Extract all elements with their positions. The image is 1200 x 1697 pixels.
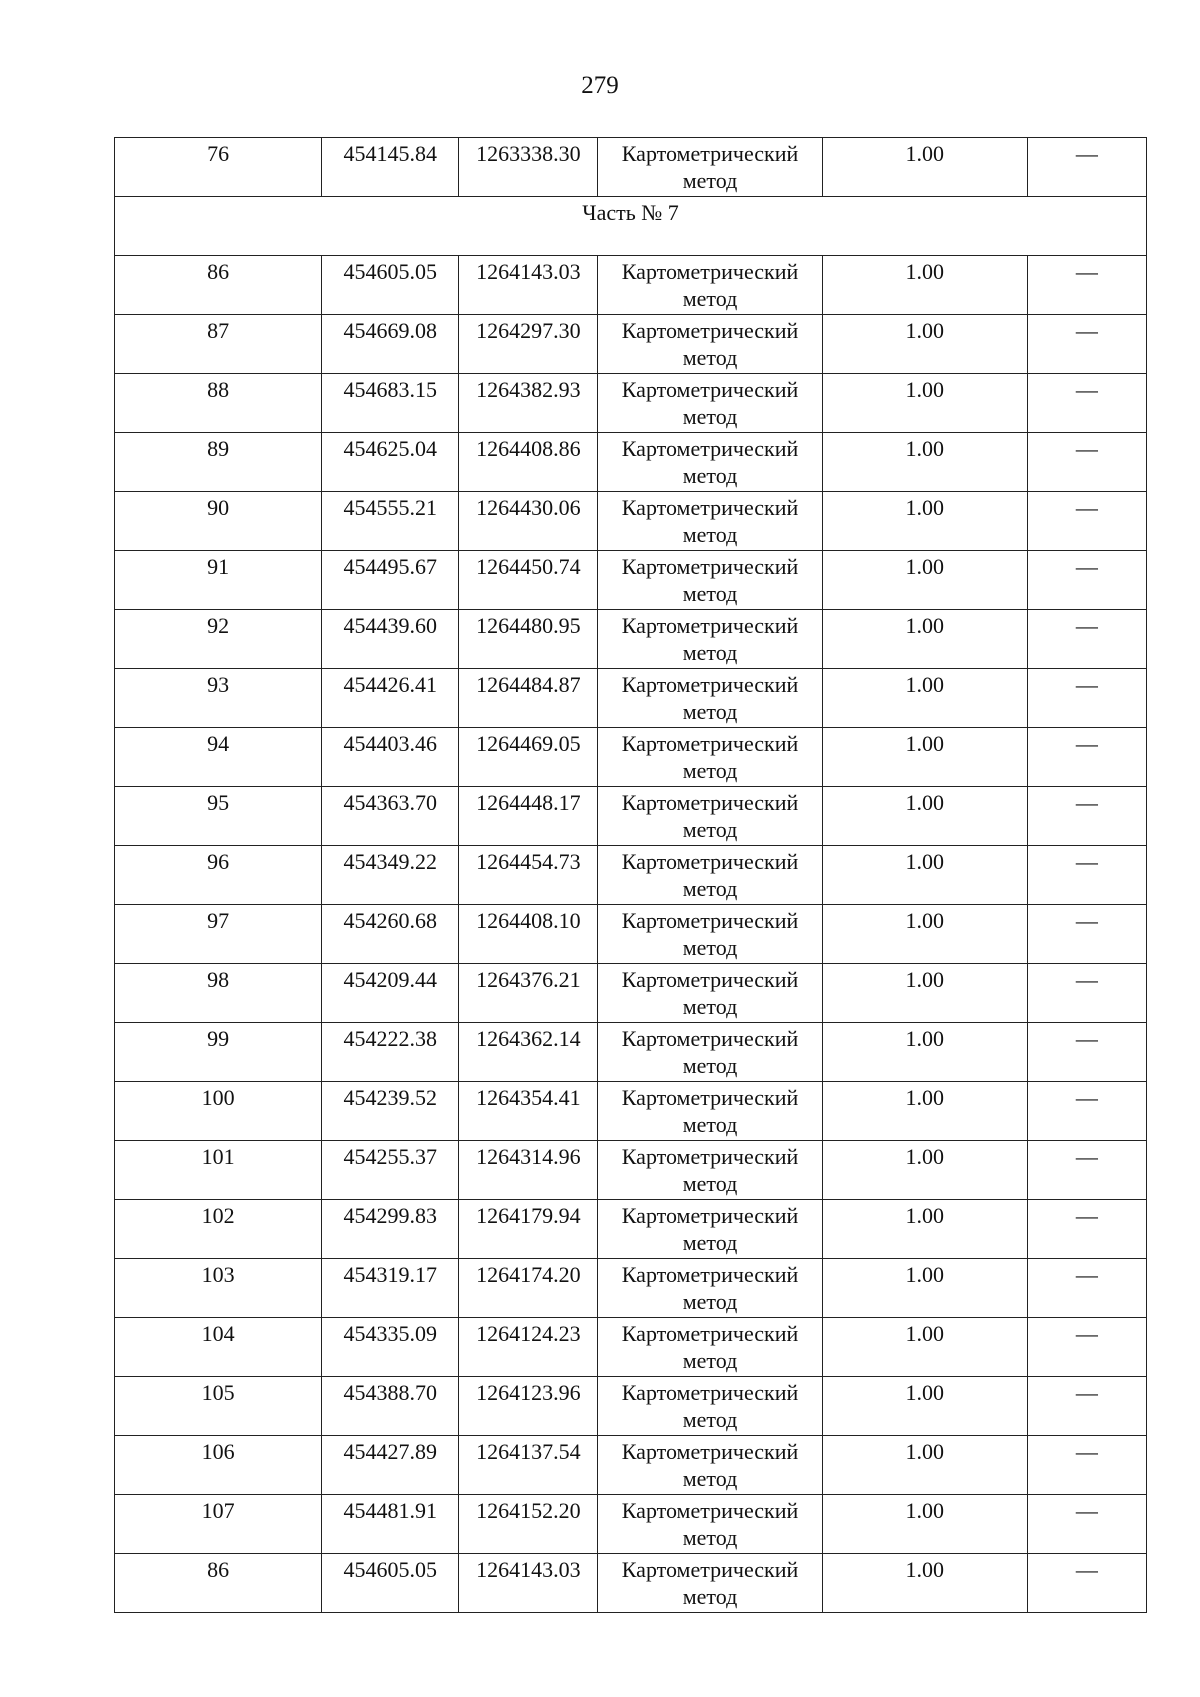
table-row	[115, 138, 1147, 197]
coordinate-y-cell: 1264376.21	[459, 964, 598, 1023]
method-cell: Картометрический метод	[598, 964, 822, 1023]
page-number: 279	[581, 72, 619, 99]
dash-cell: —	[1027, 964, 1146, 1023]
dash-cell: —	[1027, 1436, 1146, 1495]
table-row	[115, 433, 1147, 492]
coordinate-y-cell: 1264137.54	[459, 1436, 598, 1495]
coordinate-x-cell: 454625.04	[322, 433, 459, 492]
coordinate-x-cell: 454335.09	[322, 1318, 459, 1377]
dash-cell: —	[1027, 1082, 1146, 1141]
dash-cell: —	[1027, 256, 1146, 315]
coordinate-y-cell: 1264143.03	[459, 256, 598, 315]
accuracy-cell: 1.00	[822, 551, 1027, 610]
section-label: Часть № 7	[115, 197, 1147, 256]
dash-cell: —	[1027, 1141, 1146, 1200]
coordinate-y-cell: 1264382.93	[459, 374, 598, 433]
point-number-cell: 107	[115, 1495, 322, 1554]
method-cell: Картометрический метод	[598, 846, 822, 905]
coordinate-y-cell: 1264124.23	[459, 1318, 598, 1377]
table-row	[115, 1200, 1147, 1259]
accuracy-cell: 1.00	[822, 1023, 1027, 1082]
point-number-cell: 89	[115, 433, 322, 492]
accuracy-cell: 1.00	[822, 1318, 1027, 1377]
method-cell: Картометрический метод	[598, 1082, 822, 1141]
method-cell: Картометрический метод	[598, 1495, 822, 1554]
method-cell: Картометрический метод	[598, 1259, 822, 1318]
accuracy-cell: 1.00	[822, 492, 1027, 551]
point-number-cell: 92	[115, 610, 322, 669]
table-row	[115, 1495, 1147, 1554]
accuracy-cell: 1.00	[822, 433, 1027, 492]
dash-cell: —	[1027, 669, 1146, 728]
table-row	[115, 492, 1147, 551]
dash-cell: —	[1027, 905, 1146, 964]
dash-cell: —	[1027, 610, 1146, 669]
point-number-cell: 102	[115, 1200, 322, 1259]
method-cell: Картометрический метод	[598, 1200, 822, 1259]
point-number-cell: 97	[115, 905, 322, 964]
table-row	[115, 728, 1147, 787]
coordinate-y-cell: 1264174.20	[459, 1259, 598, 1318]
coordinate-y-cell: 1264179.94	[459, 1200, 598, 1259]
table-row	[115, 1554, 1147, 1613]
coordinate-x-cell: 454403.46	[322, 728, 459, 787]
dash-cell: —	[1027, 1554, 1146, 1613]
point-number-cell: 105	[115, 1377, 322, 1436]
table-row	[115, 1082, 1147, 1141]
accuracy-cell: 1.00	[822, 1436, 1027, 1495]
accuracy-cell: 1.00	[822, 1082, 1027, 1141]
table-row	[115, 374, 1147, 433]
coordinate-y-cell: 1264469.05	[459, 728, 598, 787]
accuracy-cell: 1.00	[822, 315, 1027, 374]
point-number-cell: 106	[115, 1436, 322, 1495]
point-number-cell: 93	[115, 669, 322, 728]
method-cell: Картометрический метод	[598, 728, 822, 787]
dash-cell: —	[1027, 1495, 1146, 1554]
coordinate-y-cell: 1264297.30	[459, 315, 598, 374]
coordinate-x-cell: 454605.05	[322, 256, 459, 315]
coordinate-x-cell: 454427.89	[322, 1436, 459, 1495]
dash-cell: —	[1027, 315, 1146, 374]
coordinate-x-cell: 454481.91	[322, 1495, 459, 1554]
coordinate-x-cell: 454426.41	[322, 669, 459, 728]
point-number-cell: 87	[115, 315, 322, 374]
point-number-cell: 100	[115, 1082, 322, 1141]
dash-cell: —	[1027, 551, 1146, 610]
accuracy-cell: 1.00	[822, 905, 1027, 964]
coordinate-x-cell: 454495.67	[322, 551, 459, 610]
point-number-cell: 95	[115, 787, 322, 846]
table-row	[115, 1318, 1147, 1377]
accuracy-cell: 1.00	[822, 1554, 1027, 1613]
dash-cell: —	[1027, 1318, 1146, 1377]
coordinate-y-cell: 1264448.17	[459, 787, 598, 846]
dash-cell: —	[1027, 1200, 1146, 1259]
point-number-cell: 76	[115, 138, 322, 197]
coordinate-x-cell: 454239.52	[322, 1082, 459, 1141]
table-row	[115, 1141, 1147, 1200]
coordinate-x-cell: 454299.83	[322, 1200, 459, 1259]
point-number-cell: 96	[115, 846, 322, 905]
coordinate-x-cell: 454145.84	[322, 138, 459, 197]
coordinate-x-cell: 454439.60	[322, 610, 459, 669]
accuracy-cell: 1.00	[822, 1495, 1027, 1554]
point-number-cell: 86	[115, 256, 322, 315]
table-row	[115, 551, 1147, 610]
accuracy-cell: 1.00	[822, 374, 1027, 433]
table-row	[115, 1436, 1147, 1495]
accuracy-cell: 1.00	[822, 846, 1027, 905]
dash-cell: —	[1027, 492, 1146, 551]
coordinate-x-cell: 454209.44	[322, 964, 459, 1023]
dash-cell: —	[1027, 787, 1146, 846]
table-row	[115, 1023, 1147, 1082]
method-cell: Картометрический метод	[598, 905, 822, 964]
dash-cell: —	[1027, 1259, 1146, 1318]
table-row	[115, 1259, 1147, 1318]
coordinate-x-cell: 454555.21	[322, 492, 459, 551]
coordinate-y-cell: 1264430.06	[459, 492, 598, 551]
dash-cell: —	[1027, 374, 1146, 433]
point-number-cell: 104	[115, 1318, 322, 1377]
coordinate-x-cell: 454363.70	[322, 787, 459, 846]
method-cell: Картометрический метод	[598, 1318, 822, 1377]
coordinate-x-cell: 454319.17	[322, 1259, 459, 1318]
coordinate-y-cell: 1264408.86	[459, 433, 598, 492]
point-number-cell: 99	[115, 1023, 322, 1082]
coordinate-y-cell: 1264123.96	[459, 1377, 598, 1436]
table-row	[115, 315, 1147, 374]
coordinates-table-body	[115, 138, 1147, 1613]
coordinate-y-cell: 1264362.14	[459, 1023, 598, 1082]
coordinate-x-cell: 454388.70	[322, 1377, 459, 1436]
coordinate-x-cell: 454669.08	[322, 315, 459, 374]
method-cell: Картометрический метод	[598, 787, 822, 846]
accuracy-cell: 1.00	[822, 1377, 1027, 1436]
coordinate-y-cell: 1264408.10	[459, 905, 598, 964]
dash-cell: —	[1027, 728, 1146, 787]
table-row	[115, 846, 1147, 905]
method-cell: Картометрический метод	[598, 1554, 822, 1613]
point-number-cell: 90	[115, 492, 322, 551]
point-number-cell: 94	[115, 728, 322, 787]
method-cell: Картометрический метод	[598, 374, 822, 433]
point-number-cell: 103	[115, 1259, 322, 1318]
accuracy-cell: 1.00	[822, 728, 1027, 787]
accuracy-cell: 1.00	[822, 1259, 1027, 1318]
table-row	[115, 256, 1147, 315]
table-row	[115, 905, 1147, 964]
table-row	[115, 610, 1147, 669]
dash-cell: —	[1027, 433, 1146, 492]
point-number-cell: 91	[115, 551, 322, 610]
table-row	[115, 964, 1147, 1023]
coordinate-y-cell: 1264143.03	[459, 1554, 598, 1613]
accuracy-cell: 1.00	[822, 138, 1027, 197]
accuracy-cell: 1.00	[822, 610, 1027, 669]
coordinate-x-cell: 454255.37	[322, 1141, 459, 1200]
method-cell: Картометрический метод	[598, 138, 822, 197]
accuracy-cell: 1.00	[822, 964, 1027, 1023]
coordinate-y-cell: 1264454.73	[459, 846, 598, 905]
coordinate-x-cell: 454349.22	[322, 846, 459, 905]
point-number-cell: 88	[115, 374, 322, 433]
accuracy-cell: 1.00	[822, 669, 1027, 728]
coordinate-x-cell: 454222.38	[322, 1023, 459, 1082]
coordinate-y-cell: 1264450.74	[459, 551, 598, 610]
method-cell: Картометрический метод	[598, 433, 822, 492]
table-row	[115, 669, 1147, 728]
coordinate-y-cell: 1263338.30	[459, 138, 598, 197]
dash-cell: —	[1027, 138, 1146, 197]
table-row	[115, 1377, 1147, 1436]
coordinate-x-cell: 454605.05	[322, 1554, 459, 1613]
coordinate-y-cell: 1264152.20	[459, 1495, 598, 1554]
method-cell: Картометрический метод	[598, 256, 822, 315]
method-cell: Картометрический метод	[598, 492, 822, 551]
coordinate-y-cell: 1264314.96	[459, 1141, 598, 1200]
accuracy-cell: 1.00	[822, 1200, 1027, 1259]
table-row	[115, 787, 1147, 846]
dash-cell: —	[1027, 1023, 1146, 1082]
point-number-cell: 98	[115, 964, 322, 1023]
method-cell: Картометрический метод	[598, 315, 822, 374]
coordinate-x-cell: 454260.68	[322, 905, 459, 964]
dash-cell: —	[1027, 846, 1146, 905]
method-cell: Картометрический метод	[598, 551, 822, 610]
coordinates-table	[114, 137, 1147, 1613]
method-cell: Картометрический метод	[598, 1377, 822, 1436]
coordinate-y-cell: 1264484.87	[459, 669, 598, 728]
method-cell: Картометрический метод	[598, 1141, 822, 1200]
dash-cell: —	[1027, 1377, 1146, 1436]
accuracy-cell: 1.00	[822, 1141, 1027, 1200]
coordinate-x-cell: 454683.15	[322, 374, 459, 433]
method-cell: Картометрический метод	[598, 1023, 822, 1082]
coordinate-y-cell: 1264354.41	[459, 1082, 598, 1141]
method-cell: Картометрический метод	[598, 610, 822, 669]
section-row	[115, 197, 1147, 256]
coordinate-y-cell: 1264480.95	[459, 610, 598, 669]
accuracy-cell: 1.00	[822, 256, 1027, 315]
method-cell: Картометрический метод	[598, 669, 822, 728]
point-number-cell: 101	[115, 1141, 322, 1200]
method-cell: Картометрический метод	[598, 1436, 822, 1495]
point-number-cell: 86	[115, 1554, 322, 1613]
accuracy-cell: 1.00	[822, 787, 1027, 846]
